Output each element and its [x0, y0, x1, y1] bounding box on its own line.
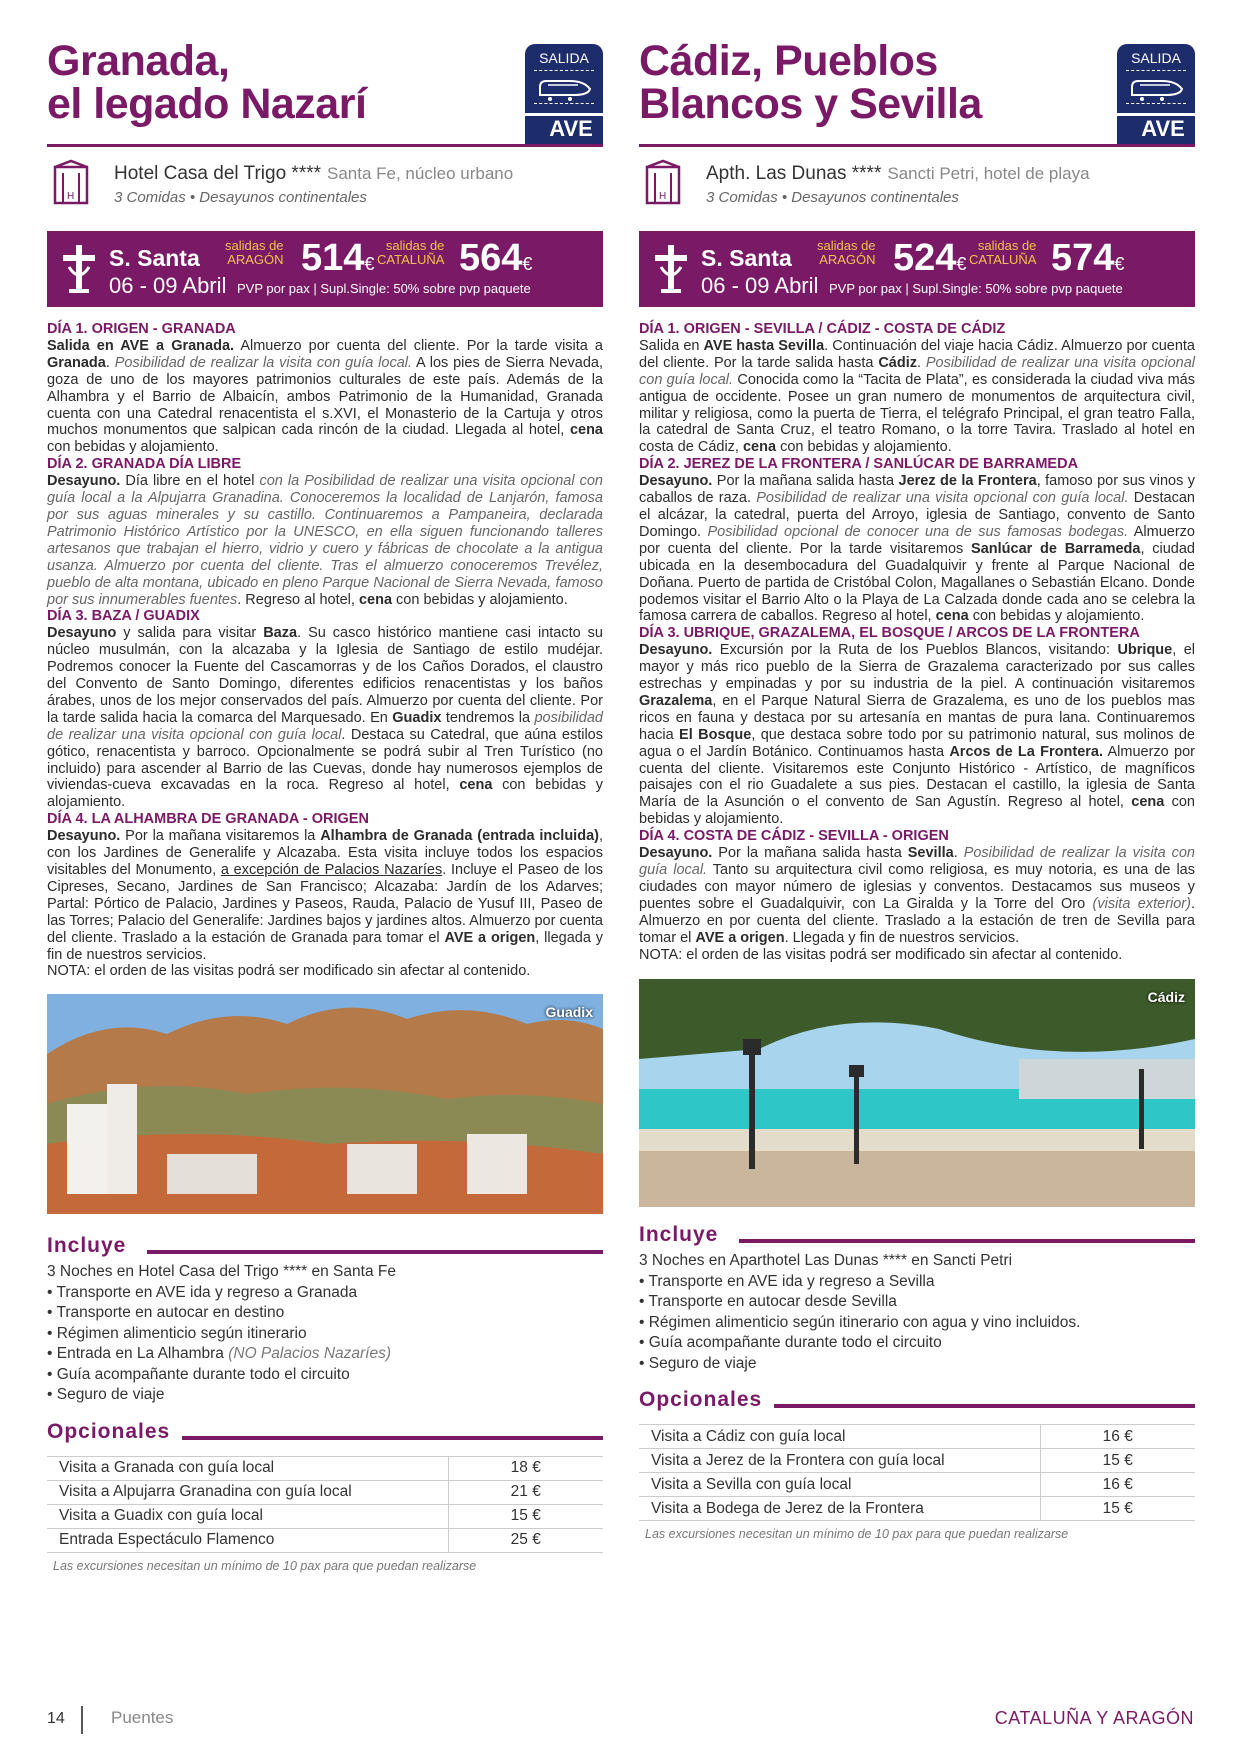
price-cataluna: 564€	[459, 237, 533, 279]
list-item: • Entrada en La Alhambra (NO Palacios Nazaríes)	[47, 1345, 392, 1363]
day-text: Desayuno. Por la mañana salida hasta Jerez de la Frontera, famoso por sus vinos y caballos de raza. Posibilidad de realizar una visita opcional con guía local. Destacan el alcázar, la catedral, puerta del Arroyo, iglesia de Santiago, convento de Santo Domingo. Posibilidad opcional de conocer una de sus famosas bodegas. Almuerzo por cuenta del cliente. Por la tarde visitaremos Sanlúcar de Barrameda, ciudad ubicada en la desembocadura del Guadalquivir y frente al Parque Nacional de Doñana. Puerto de partida de Cristóbal Colon, Magallanes o Sebastián Elcano. Donde podemos visitar el Barrio Alto o la Playa de La Calzada donde cada ano se celebra la famosa carrera de caballos. Regreso al hotel, cena con bebidas y alojamiento.	[639, 473, 1196, 625]
hotel-icon	[53, 159, 89, 205]
day-text: Salida en AVE hasta Sevilla. Continuación del viaje hacia Cádiz. Almuerzo por cuenta del cliente. Por la tarde salida hasta Cádiz. Posibilidad de realizar una visita opcional con guía local. Conocida como la “Tacita de Plata”, es considerada la ciudad viva más antigua de occidente. Posee un gran numero de monumentos de arquitectura civil, militar y religiosa, como la puerta de Tierra, el telégrafo Principal, el gran teatro Falla, la catedral de Santa Cruz, el teatro Romano, o la torre Tavira. Traslado al hotel en costa de Cádiz, cena con bebidas y alojamiento.	[639, 337, 1196, 456]
list-item: • Seguro de viaje	[639, 1354, 757, 1372]
svg-text:H: H	[67, 191, 75, 202]
list-item: • Régimen alimenticio según itinerario	[47, 1324, 307, 1342]
opcionales-header: Opcionales	[639, 1388, 1195, 1414]
day-heading: DÍA 3. UBRIQUE, GRAZALEMA, EL BOSQUE / ARCOS DE LA FRONTERA	[639, 625, 1140, 642]
region-name: CATALUÑA Y ARAGÓN	[994, 1708, 1194, 1728]
aragon-departure-label: salidas de ARAGÓN	[225, 238, 284, 267]
day-heading: DÍA 4. COSTA DE CÁDIZ - SEVILLA - ORIGEN	[639, 828, 949, 845]
itinerary	[639, 321, 1195, 963]
photo-caption: Cádiz	[1147, 989, 1185, 1006]
table-row: Visita a Sevilla con guía local 16 €	[639, 1473, 1195, 1497]
table-row: Visita a Alpujarra Granadina con guía local 21 €	[47, 1480, 603, 1504]
incluye-list	[47, 1262, 603, 1406]
opcionales-table	[47, 1456, 603, 1553]
hotel-info	[639, 157, 1195, 227]
day-text: Desayuno. Excursión por la Ruta de los Pueblos Blancos, visitando: Ubrique, el mayor y más rico pueblo de la Sierra de Grazalema caracterizado por sus calles estrechas y empinadas y por su industria de la piel. A continuación visitaremos Grazalema, en el Parque Natural Sierra de Grazalema, es uno de los pueblos mas ricos en fauna y destaca por su artesanía en mantas de pura lana. Continuaremos hacia El Bosque, que destaca sobre todo por su patrimonio natural, sus molinos de agua o el Jardín Botánico. Continuamos hasta Arcos de La Frontera. Almuerzo por cuenta del cliente. Visitaremos este Conjunto Histórico - Artístico, de magníficos paisajes con el rio Guadalete a sus pies. Destacan el castillo, la iglesia de Santa María de la Asunción o el convento de San Agustín. Regreso al hotel, cena con bebidas y alojamiento.	[639, 642, 1195, 828]
opcionales-note: Las excursiones necesitan un mínimo de 10 pax para que puedan realizarse	[53, 1558, 477, 1573]
page-title: Cádiz, Pueblos Blancos y Sevilla	[639, 37, 982, 128]
hotel-info	[47, 157, 603, 227]
table-row: Entrada Espectáculo Flamenco 25 €	[47, 1528, 603, 1552]
day-text: Desayuno. Día libre en el hotel con la Posibilidad de realizar una visita opcional con guía local a la Alpujarra Granadina. Conoceremos la localidad de Lanjarón, famosa por sus aguas minerales y su castillo. Continuaremos a Pampaneira, declarada Patrimonio Histórico Artístico por la UNESCO, en ella siguen funcionando talleres artesanos que trabajan el hierro, vidrio y cuero y fábricas de chocolate a la antigua usanza. Almuerzo por cuenta del cliente. Tras el almuerzo conoceremos Trevélez, pueblo de alta montana, ubicado en pleno Parque Nacional de Sierra Nevada, famoso por sus innumerables fuentes. Regreso al hotel, cena con bebidas y alojamiento.	[47, 473, 603, 608]
list-item: • Transporte en AVE ida y regreso a Granada	[47, 1283, 358, 1301]
list-item: • Transporte en AVE ida y regreso a Sevilla	[639, 1272, 935, 1290]
trip-dates: 06 - 09 Abril	[701, 273, 819, 298]
price-aragon: 524€	[893, 237, 967, 279]
cadiz-photo	[639, 979, 1195, 1207]
hotel-name: Apth. Las Dunas **** Sancti Petri, hotel de playa	[706, 163, 1090, 184]
day-text: NOTA: el orden de las visitas podrá ser modificado sin afectar al contenido.	[639, 946, 1123, 963]
trip-dates: 06 - 09 Abril	[109, 273, 227, 298]
price-box	[639, 231, 1195, 307]
train-icon	[1126, 70, 1186, 104]
list-item: • Guía acompañante durante todo el circuito	[639, 1334, 942, 1352]
hotel-location: Santa Fe, núcleo urbano	[327, 164, 514, 183]
cross-icon	[59, 243, 99, 295]
aragon-departure-label: salidas de ARAGÓN	[817, 238, 876, 267]
day-heading: DÍA 1. ORIGEN - SEVILLA / CÁDIZ - COSTA DE CÁDIZ	[639, 321, 1006, 337]
day-text: Desayuno. Por la mañana visitaremos la Alhambra de Granada (entrada incluida), con los Jardines de Generalife y Alcazaba. Esta visita incluye todos los espacios visitables del Monumento, a excepción de Palacios Nazaríes. Incluye el Paseo de los Cipreses, Secano, Jardines de San Francisco; Alcazaba: Jardín de los Adarves; Partal: Pórtico de Palacio, Jardines y Paseos, Rauda, Palacio de Yusuf III, Paseo de las Torres; Palacio del Generalife: Jardines bajos y jardines altos. Almuerzo por cuenta del cliente. Traslado a la estación de Granada para tomar el AVE a origen, llegada y fin de nuestros servicios.	[47, 828, 604, 963]
page-title: Granada, el legado Nazarí	[47, 37, 367, 128]
table-row: Visita a Cádiz con guía local 16 €	[639, 1425, 1195, 1449]
table-row: Visita a Bodega de Jerez de la Frontera 15 €	[639, 1497, 1195, 1521]
day-heading: DÍA 2. GRANADA DÍA LIBRE	[47, 456, 242, 473]
photo-caption: Guadix	[545, 1004, 593, 1021]
incluye-list	[639, 1251, 1195, 1374]
price-cataluna: 574€	[1051, 237, 1125, 279]
list-item: • Seguro de viaje	[47, 1386, 165, 1404]
list-item: • Transporte en autocar desde Sevilla	[639, 1293, 897, 1311]
section-name: Puentes	[111, 1708, 174, 1727]
page-number: 14	[47, 1710, 65, 1727]
guadix-photo	[47, 994, 603, 1214]
day-text: Salida en AVE a Granada. Almuerzo por cuenta del cliente. Por la tarde visita a Granada. Posibilidad de realizar la visita con guía local. A los pies de Sierra Nevada, goza de uno de los mayores patrimonios culturales de este país. Además de la Alhambra y el Barrio de Albaicín, ambos Patrimonio de la Humanidad, Granada cuenta con una Catedral renacentista el s.XVI, el Monasterio de la Cartuja y otros muchos monumentos que salpican cada rincón de la ciudad. Llegada al hotel, cena con bebidas y alojamiento.	[47, 337, 603, 456]
incluye-header: Incluye	[639, 1223, 1195, 1249]
meal-plan: 3 Comidas • Desayunos continentales	[114, 189, 367, 206]
train-icon	[534, 70, 594, 104]
list-item: • Guía acompañante durante todo el circuito	[47, 1365, 350, 1383]
festivity-label: S. Santa	[109, 245, 200, 271]
incluye-heading: 3 Noches en Aparthotel Las Dunas **** en Sancti Petri	[639, 1252, 1013, 1270]
day-heading: DÍA 2. JEREZ DE LA FRONTERA / SANLÚCAR DE BARRAMEDA	[639, 456, 1079, 473]
cataluna-departure-label: salidas de CATALUÑA	[969, 238, 1037, 267]
table-row: Visita a Jerez de la Frontera con guía local 15 €	[639, 1449, 1195, 1473]
pvp-note: PVP por pax | Supl.Single: 50% sobre pvp paquete	[237, 281, 531, 296]
festivity-label: S. Santa	[701, 245, 792, 271]
ave-departure-badge: SALIDA AVE	[525, 44, 603, 144]
cataluna-departure-label: salidas de CATALUÑA	[377, 238, 445, 267]
opcionales-header: Opcionales	[47, 1420, 603, 1446]
itinerary	[47, 321, 603, 980]
cadiz-column	[639, 37, 1196, 1542]
opcionales-table	[639, 1424, 1195, 1521]
day-heading: DÍA 4. LA ALHAMBRA DE GRANADA - ORIGEN	[47, 811, 369, 828]
incluye-header: Incluye	[47, 1234, 603, 1260]
page-footer	[0, 1706, 1241, 1736]
day-heading: DÍA 1. ORIGEN - GRANADA	[47, 321, 236, 337]
granada-column	[47, 37, 604, 1573]
day-heading: DÍA 3. BAZA / GUADIX	[47, 608, 200, 625]
svg-text:H: H	[659, 191, 667, 202]
list-item: • Régimen alimenticio según itinerario con agua y vino incluidos.	[639, 1313, 1081, 1331]
hotel-location: Sancti Petri, hotel de playa	[887, 164, 1090, 183]
hotel-name: Hotel Casa del Trigo **** Santa Fe, núcleo urbano	[114, 163, 514, 184]
incluye-heading: 3 Noches en Hotel Casa del Trigo **** en Santa Fe	[47, 1263, 396, 1281]
day-text: Desayuno. Por la mañana salida hasta Sevilla. Posibilidad de realizar la visita con guía local. Tanto su arquitectura civil como religiosa, es muy notoria, es una de las ciudades con mayor número de iglesias y conventos. Destacamos sus museos y puentes sobre el Guadalquivir, con La Giralda y la Torre del Oro (visita exterior). Almuerzo en por cuenta del cliente. Traslado a la estación de tren de Sevilla para tomar el AVE a origen. Llegada y fin de nuestros servicios.	[639, 845, 1196, 946]
meal-plan: 3 Comidas • Desayunos continentales	[706, 189, 959, 206]
ave-departure-badge: SALIDA AVE	[1117, 44, 1195, 144]
table-row: Visita a Guadix con guía local 15 €	[47, 1504, 603, 1528]
table-row: Visita a Granada con guía local 18 €	[47, 1456, 603, 1480]
pvp-note: PVP por pax | Supl.Single: 50% sobre pvp paquete	[829, 281, 1123, 296]
price-box	[47, 231, 603, 307]
price-aragon: 514€	[301, 237, 375, 279]
cross-icon	[651, 243, 691, 295]
hotel-icon	[645, 159, 681, 205]
day-text: Desayuno y salida para visitar Baza. Su casco histórico mantiene casi intacto su núcleo musulmán, con la alcazaba y la Iglesia de Santiago de estilo mudéjar. Podremos conocer la Fuente del Cascamorras y de los Caños Dorados, el claustro del Convento de Santo Domingo, diferentes edificios renacentistas y los baños árabes, unos de los mejor conservados del país. Almuerzo por cuenta del cliente. Por la tarde salida hacia la comarca del Marquesado. En Guadix tendremos la posibilidad de realizar una visita opcional con guía local. Destaca su Catedral, que aúna estilos gótico, renacentista y barroco. Opcionalmente se podrá subir al Tren Turístico (no incluido) para ascender al Barrio de las Cuevas, donde hay numerosos ejemplos de viviendas-cueva excavadas en la roca. Regreso al hotel, cena con bebidas y alojamiento.	[47, 625, 603, 811]
opcionales-note: Las excursiones necesitan un mínimo de 10 pax para que puedan realizarse	[645, 1527, 1069, 1542]
list-item: • Transporte en autocar en destino	[47, 1304, 285, 1322]
day-text: NOTA: el orden de las visitas podrá ser modificado sin afectar al contenido.	[47, 963, 531, 980]
